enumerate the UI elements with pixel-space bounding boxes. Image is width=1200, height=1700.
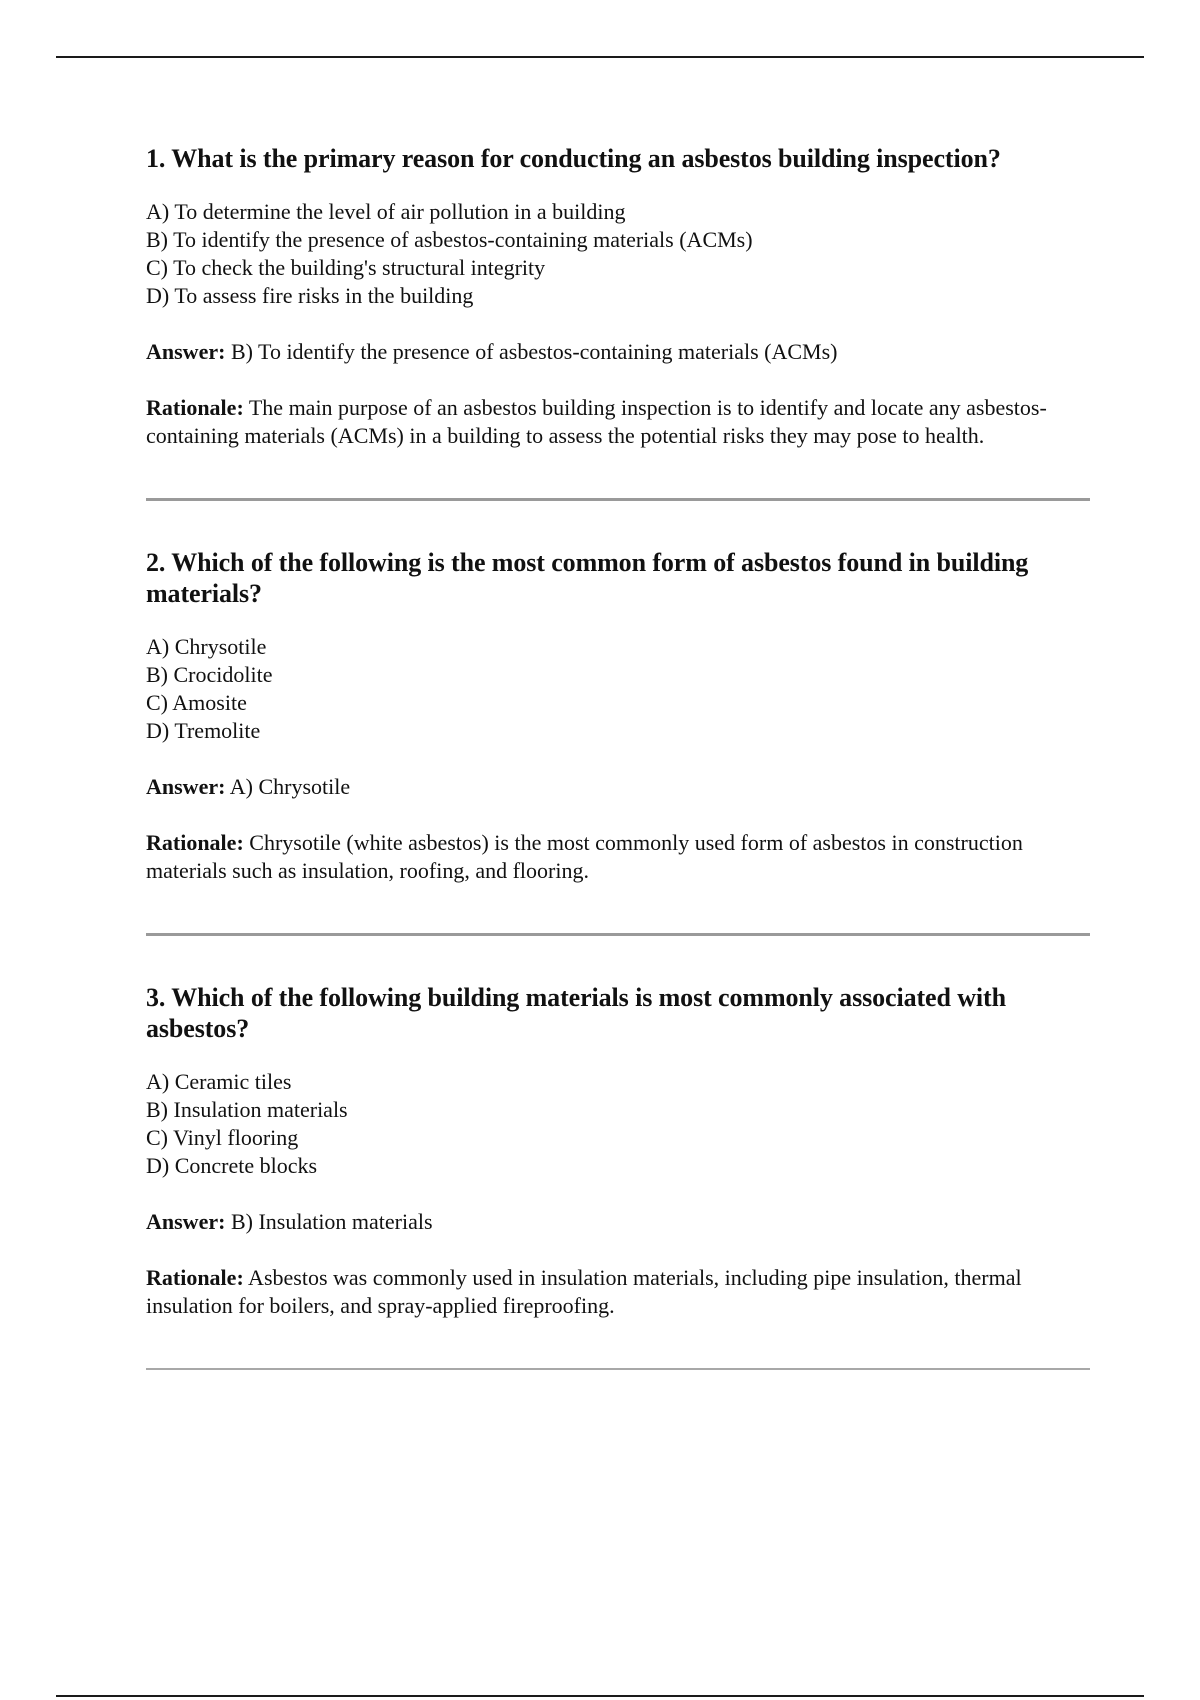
rationale-text: The main purpose of an asbestos building inspection is to identify and locate any asbestos-containing materials (ACMs) in a building to assess the potential risks they may pose to health. <box>146 395 1047 448</box>
answer-text: A) Chrysotile <box>225 774 351 799</box>
option-b: B) Crocidolite <box>146 662 273 687</box>
page-bottom-rule <box>56 1695 1144 1697</box>
question-3 <box>146 982 1096 1320</box>
answer-label: Answer: <box>146 1209 226 1234</box>
section-divider <box>146 1368 1090 1370</box>
options-list <box>146 633 1096 745</box>
answer-label: Answer: <box>146 774 226 799</box>
option-c: C) To check the building's structural integrity <box>146 255 546 280</box>
question-1 <box>146 143 1096 450</box>
page-top-rule <box>56 56 1144 58</box>
option-d: D) To assess fire risks in the building <box>146 283 474 308</box>
option-c: C) Vinyl flooring <box>146 1125 299 1150</box>
option-d: D) Tremolite <box>146 718 261 743</box>
option-a: A) Chrysotile <box>146 634 267 659</box>
rationale <box>146 829 1096 885</box>
answer <box>146 338 1096 366</box>
answer <box>146 773 1096 801</box>
options-list <box>146 1068 1096 1180</box>
rationale-text: Asbestos was commonly used in insulation materials, including pipe insulation, thermal insulation for boilers, and spray-applied fireproofing. <box>146 1265 1022 1318</box>
answer <box>146 1208 1096 1236</box>
answer-label: Answer: <box>146 339 226 364</box>
options-list <box>146 198 1096 310</box>
option-c: C) Amosite <box>146 690 247 715</box>
rationale-label: Rationale: <box>146 1265 244 1290</box>
option-a: A) Ceramic tiles <box>146 1069 292 1094</box>
rationale <box>146 394 1096 450</box>
option-b: B) Insulation materials <box>146 1097 348 1122</box>
question-title: 3. Which of the following building materials is most commonly associated with asbestos? <box>146 983 1006 1043</box>
option-d: D) Concrete blocks <box>146 1153 318 1178</box>
rationale <box>146 1264 1096 1320</box>
question-2 <box>146 547 1096 885</box>
section-divider <box>146 498 1090 501</box>
section-divider <box>146 933 1090 936</box>
option-a: A) To determine the level of air pollution in a building <box>146 199 626 224</box>
rationale-label: Rationale: <box>146 830 244 855</box>
rationale-label: Rationale: <box>146 395 244 420</box>
answer-text: B) To identify the presence of asbestos-containing materials (ACMs) <box>225 339 838 364</box>
question-title: 1. What is the primary reason for conducting an asbestos building inspection? <box>146 144 1001 173</box>
option-b: B) To identify the presence of asbestos-containing materials (ACMs) <box>146 227 753 252</box>
question-title: 2. Which of the following is the most common form of asbestos found in building materials? <box>146 548 1029 608</box>
rationale-text: Chrysotile (white asbestos) is the most commonly used form of asbestos in construction materials such as insulation, roofing, and flooring. <box>146 830 1023 883</box>
answer-text: B) Insulation materials <box>225 1209 433 1234</box>
document-content <box>146 143 1096 1416</box>
